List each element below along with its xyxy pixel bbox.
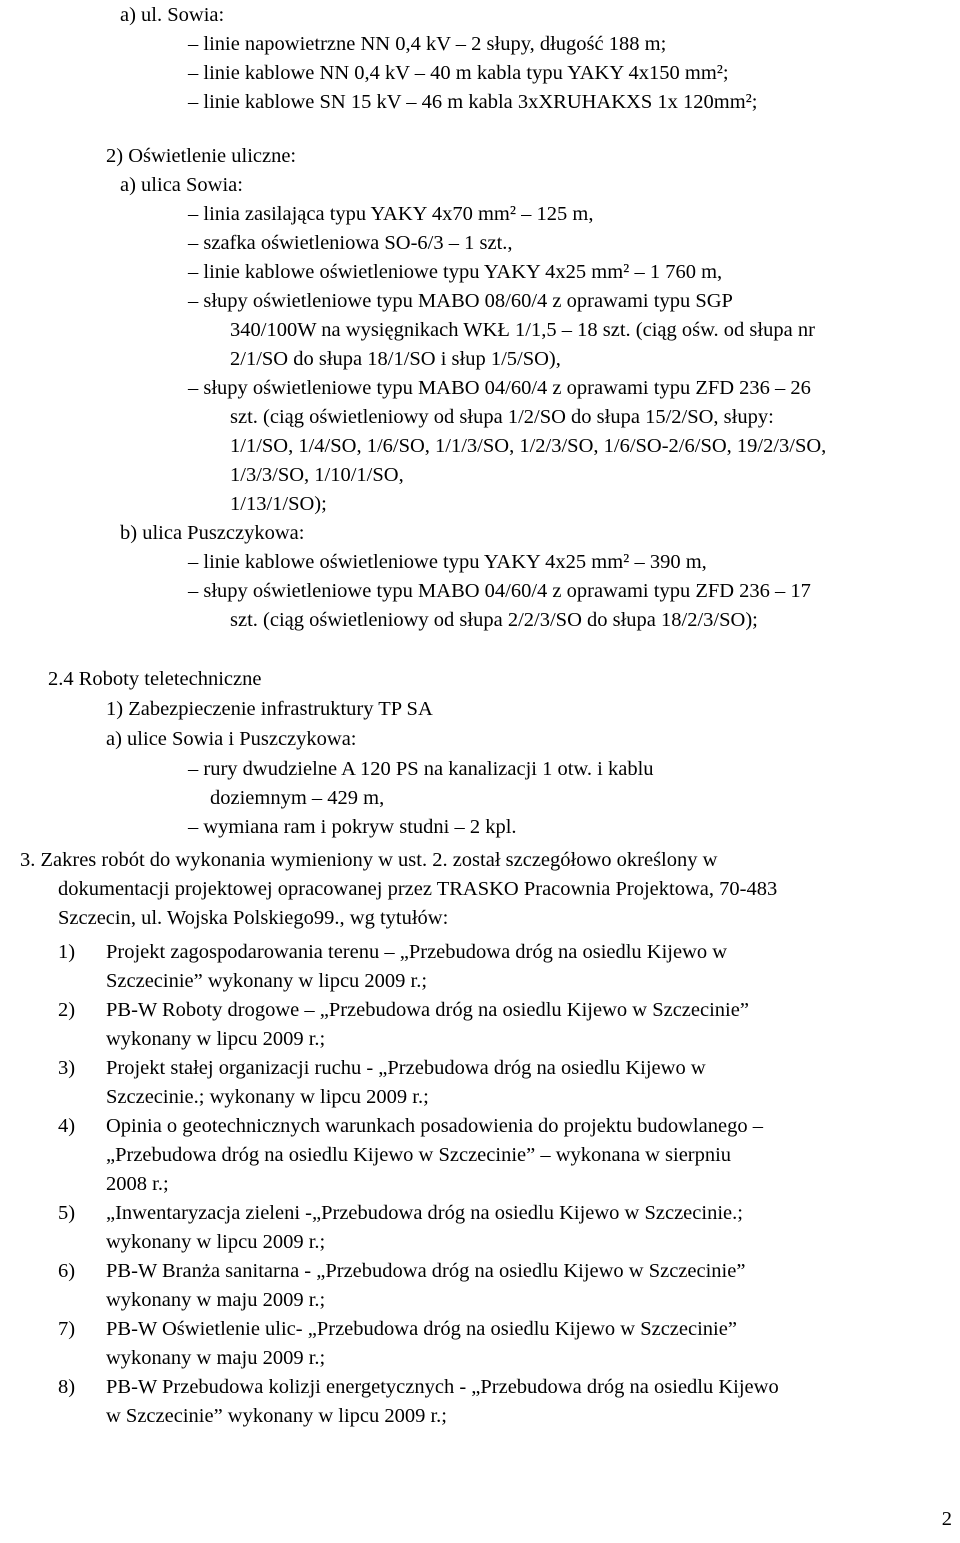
telecom-streets-heading: a) ulice Sowia i Puszczykowa: [106,728,357,750]
list-item-continuation: 1/1/SO, 1/4/SO, 1/6/SO, 1/1/3/SO, 1/2/3/SO, 1/6/SO-2/6/SO, 19/2/3/SO, [230,435,827,457]
telecom-heading: 2.4 Roboty teletechniczne [48,668,262,690]
list-item-continuation: 340/100W na wysięgnikach WKŁ 1/1,5 – 18 szt. (ciąg ośw. od słupa nr [230,319,815,341]
document-number: 4) [58,1115,76,1137]
list-item: – linie kablowe oświetleniowe typu YAKY 4x25 mm² – 390 m, [188,551,707,573]
document-title: PB-W Branża sanitarna - „Przebudowa dróg na osiedlu Kijewo w Szczecinie” [106,1260,746,1282]
document-number: 7) [58,1318,76,1340]
list-item: – słupy oświetleniowe typu MABO 04/60/4 z oprawami typu ZFD 236 – 17 [188,580,811,602]
document-title-continuation: Szczecinie” wykonany w lipcu 2009 r.; [106,970,428,992]
document-title-continuation: wykonany w lipcu 2009 r.; [106,1231,326,1253]
list-item-continuation: 2/1/SO do słupa 18/1/SO i słup 1/5/SO), [230,348,561,370]
list-item-continuation: 1/3/3/SO, 1/10/1/SO, [230,464,404,486]
document-title-continuation: 2008 r.; [106,1173,169,1195]
lighting-puszczykowa-heading: b) ulica Puszczykowa: [120,522,305,544]
list-item-continuation: doziemnym – 429 m, [210,787,385,809]
document-title-continuation: wykonany w maju 2009 r.; [106,1289,326,1311]
document-title-continuation: „Przebudowa dróg na osiedlu Kijewo w Szczecinie” – wykonana w sierpniu [106,1144,732,1166]
section-a-heading: a) ul. Sowia: [120,4,225,26]
list-item: – linie kablowe oświetleniowe typu YAKY 4x25 mm² – 1 760 m, [188,261,723,283]
document-title: Projekt stałej organizacji ruchu - „Przebudowa dróg na osiedlu Kijewo w [106,1057,706,1079]
document-title-continuation: w Szczecinie” wykonany w lipcu 2009 r.; [106,1405,448,1427]
page-number: 2 [941,1508,952,1530]
lighting-sowia-heading: a) ulica Sowia: [120,174,243,196]
document-title: Opinia o geotechnicznych warunkach posadowienia do projektu budowlanego – [106,1115,763,1137]
list-item: – słupy oświetleniowe typu MABO 04/60/4 z oprawami typu ZFD 236 – 26 [188,377,811,399]
document-title: „Inwentaryzacja zieleni -„Przebudowa dróg na osiedlu Kijewo w Szczecinie.; [106,1202,743,1224]
scope-text: 3. Zakres robót do wykonania wymieniony w ust. 2. został szczegółowo określony w [20,849,718,871]
document-title: PB-W Przebudowa kolizji energetycznych - „Przebudowa dróg na osiedlu Kijewo [106,1376,779,1398]
list-item: – linie kablowe NN 0,4 kV – 40 m kabla typu YAKY 4x150 mm²; [188,62,729,84]
document-title-continuation: wykonany w lipcu 2009 r.; [106,1028,326,1050]
document-number: 2) [58,999,76,1021]
list-item: – szafka oświetleniowa SO-6/3 – 1 szt., [188,232,513,254]
document-number: 5) [58,1202,76,1224]
document-title-continuation: wykonany w maju 2009 r.; [106,1347,326,1369]
document-number: 3) [58,1057,76,1079]
list-item-continuation: szt. (ciąg oświetleniowy od słupa 2/2/3/SO do słupa 18/2/3/SO); [230,609,758,631]
document-title-continuation: Szczecinie.; wykonany w lipcu 2009 r.; [106,1086,429,1108]
list-item: – linie kablowe SN 15 kV – 46 m kabla 3xXRUHAKXS 1x 120mm²; [188,91,758,113]
document-number: 1) [58,941,76,963]
list-item-continuation: szt. (ciąg oświetleniowy od słupa 1/2/SO do słupa 15/2/SO, słupy: [230,406,774,428]
lighting-heading: 2) Oświetlenie uliczne: [106,145,297,167]
scope-line: dokumentacji projektowej opracowanej przez TRASKO Pracownia Projektowa, 70-483 [58,878,778,900]
list-item: – słupy oświetleniowe typu MABO 08/60/4 z oprawami typu SGP [188,290,733,312]
document-title: PB-W Oświetlenie ulic- „Przebudowa dróg na osiedlu Kijewo w Szczecinie” [106,1318,737,1340]
scope-line: Szczecin, ul. Wojska Polskiego99., wg tytułów: [58,907,449,929]
document-title: Projekt zagospodarowania terenu – „Przebudowa dróg na osiedlu Kijewo w [106,941,728,963]
list-item: – wymiana ram i pokryw studni – 2 kpl. [188,816,517,838]
scope-line [20,848,955,872]
list-item: – rury dwudzielne A 120 PS na kanalizacji 1 otw. i kablu [188,758,654,780]
list-item: – linia zasilająca typu YAKY 4x70 mm² – 125 m, [188,203,594,225]
document-title: PB-W Roboty drogowe – „Przebudowa dróg na osiedlu Kijewo w Szczecinie” [106,999,749,1021]
telecom-sub-heading: 1) Zabezpieczenie infrastruktury TP SA [106,698,433,720]
document-number: 6) [58,1260,76,1282]
list-item-continuation: 1/13/1/SO); [230,493,327,515]
list-item: – linie napowietrzne NN 0,4 kV – 2 słupy, długość 188 m; [188,33,667,55]
document-number: 8) [58,1376,76,1398]
